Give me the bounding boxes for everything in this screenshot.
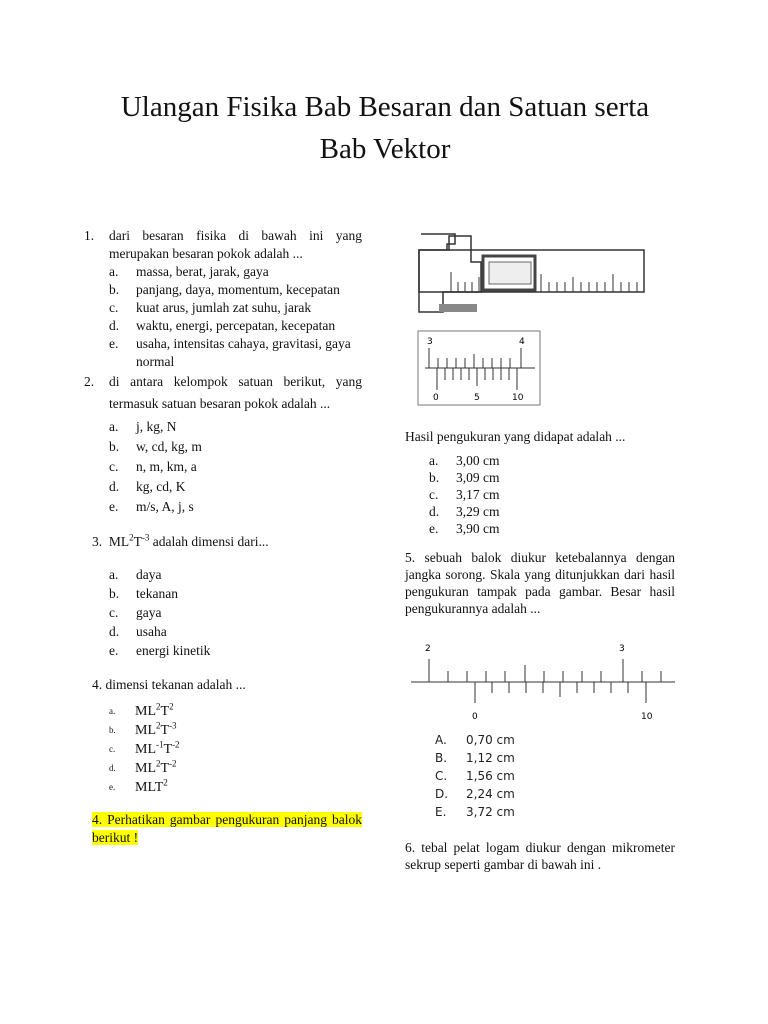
option-d[interactable]: d. usaha: [109, 624, 167, 639]
page-title: [60, 86, 710, 170]
title-line-2: Bab Vektor: [319, 133, 451, 165]
right-column: [405, 222, 675, 873]
option-d[interactable]: d. $ML^2T^{-2}$: [109, 758, 177, 776]
option-d[interactable]: D. 2,24 cm: [435, 787, 515, 801]
main-scale-label: 3: [427, 337, 433, 347]
option-a[interactable]: A. 0,70 cm: [435, 733, 515, 747]
vernier-caliper-figure: [411, 222, 651, 322]
option-e[interactable]: e. energi kinetik: [109, 643, 211, 658]
option-c[interactable]: c. 3,17 cm: [429, 487, 500, 502]
option-b[interactable]: B. 1,12 cm: [435, 751, 515, 765]
question-4-result-text: Hasil pengukuran yang didapat adalah ...: [405, 429, 626, 444]
main-scale-label: 3: [619, 644, 625, 654]
option-b[interactable]: b. panjang, daya, momentum, kecepatan: [109, 281, 362, 299]
option-a[interactable]: a. j, kg, N: [109, 419, 177, 434]
question-6-text: 6. tebal pelat logam diukur dengan mikrometer sekrup seperti gambar di bawah ini .: [405, 840, 675, 872]
highlighted-question: 4. Perhatikan gambar pengukuran panjang balok berikut !: [92, 812, 362, 845]
question-2-options: [109, 417, 362, 517]
vernier-label: 5: [474, 393, 480, 403]
vernier-label: 0: [472, 712, 478, 722]
question-4-result-options: [429, 452, 675, 537]
option-b[interactable]: b. tekanan: [109, 586, 178, 601]
main-scale-label: 2: [425, 644, 431, 654]
option-d[interactable]: d. 3,29 cm: [429, 504, 500, 519]
option-c[interactable]: c. gaya: [109, 605, 162, 620]
vernier-label: 10: [512, 393, 524, 403]
option-e[interactable]: E. 3,72 cm: [435, 805, 515, 819]
question-5-options: [435, 731, 675, 821]
question-4-text: 4. dimensi tekanan adalah ...: [92, 677, 246, 692]
question-2: [84, 371, 362, 415]
question-5-text: 5. sebuah balok diukur ketebalannya dengan jangka sorong. Skala yang ditunjukkan dari hasil pengukuran tampak pada gambar. Besar hasil pengukurannya adalah ...: [405, 550, 675, 616]
option-b-text: panjang, daya, momentum, kecepatan: [136, 282, 340, 297]
option-b[interactable]: b. w, cd, kg, m: [109, 439, 202, 454]
question-text: di antara kelompok satuan berikut, yang termasuk satuan besaran pokok adalah ...: [109, 374, 362, 411]
question-1-options: [109, 263, 362, 371]
question-text: dari besaran fisika di bawah ini yang merupakan besaran pokok adalah ...: [109, 228, 362, 261]
option-e[interactable]: e. MLT$^2$: [109, 777, 168, 795]
option-e[interactable]: e. usaha, intensitas cahaya, gravitasi, gaya normal: [109, 336, 351, 369]
option-e[interactable]: e. m/s, A, j, s: [109, 499, 194, 514]
option-a[interactable]: a. massa, berat, jarak, gaya: [109, 264, 269, 279]
option-a[interactable]: a. daya: [109, 567, 162, 582]
option-c[interactable]: C. 1,56 cm: [435, 769, 515, 783]
option-c[interactable]: c. n, m, km, a: [109, 459, 197, 474]
option-b[interactable]: b. 3,09 cm: [429, 470, 500, 485]
question-4-options: [109, 702, 362, 797]
vernier-scale-figure-2: [405, 637, 677, 727]
option-b[interactable]: b. $ML^2T^{-3}$: [109, 720, 177, 738]
option-a[interactable]: a. $ML^2T^2$: [109, 701, 174, 719]
option-d[interactable]: d. kg, cd, K: [109, 479, 186, 494]
question-number: 1.: [84, 228, 95, 243]
option-c[interactable]: c. kuat arus, jumlah zat suhu, jarak: [109, 300, 312, 315]
option-e[interactable]: e. 3,90 cm: [429, 521, 500, 536]
left-column: [84, 227, 362, 847]
title-line-1: Ulangan Fisika Bab Besaran dan Satuan serta: [120, 91, 650, 123]
question-4b: [84, 811, 362, 847]
question-1: [84, 227, 362, 263]
main-scale-label: 4: [519, 337, 525, 347]
option-d[interactable]: d. waktu, energi, percepatan, kecepatan: [109, 318, 336, 333]
question-3: 3. $ML^2T^{-3}$ adalah dimensi dari...: [92, 532, 269, 549]
question-3-options: [109, 565, 362, 660]
option-c[interactable]: c. $ML^{-1}T^{-2}$: [109, 739, 180, 757]
question-number: 2.: [84, 374, 95, 389]
vernier-label: 0: [433, 393, 439, 403]
option-a[interactable]: a. 3,00 cm: [429, 453, 500, 468]
vernier-scale-figure: [417, 330, 541, 406]
vernier-label: 10: [641, 712, 653, 722]
